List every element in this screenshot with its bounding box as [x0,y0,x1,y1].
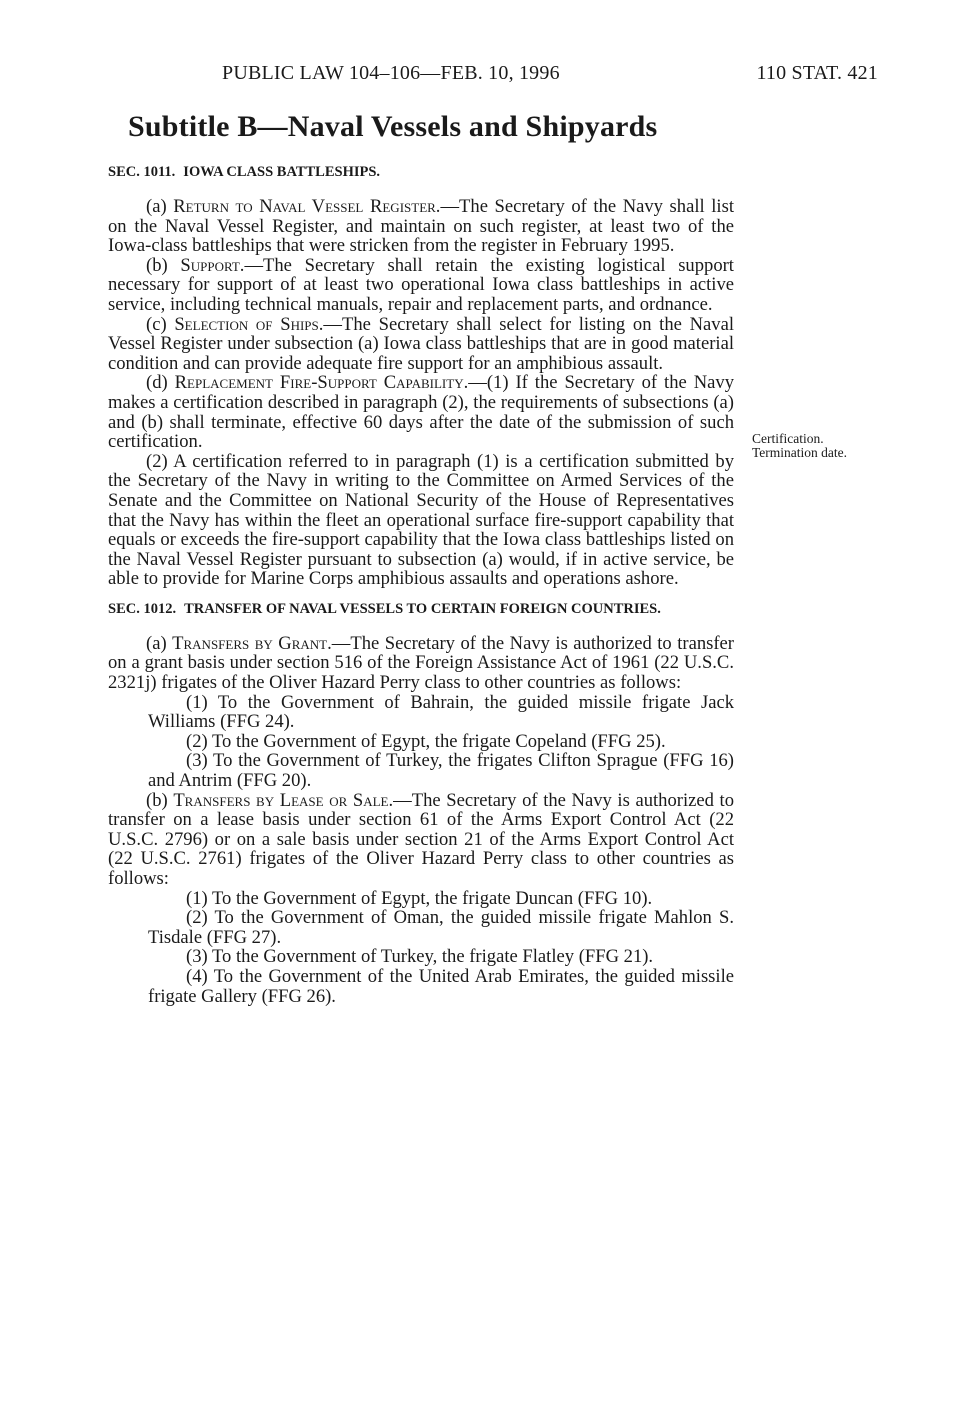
section-1012-heading [108,601,734,618]
subsection-label: (a) [146,632,173,654]
margin-note [752,432,862,460]
margin-note-termination-date: Termination date. [752,445,848,460]
sec1012-b-item: (1) To the Government of Egypt, the frigate Duncan (FFG 10). [186,887,653,909]
sec1012-a-item: (3) To the Government of Turkey, the frigates Clifton Sprague (FFG 16) and Antrim (FFG 20). [148,750,734,792]
subsection-text: —The Secretary shall retain the existing logistical support necessary for support of at least two operational Iowa class battleships in active service, including technical manuals, repair and replacement parts, and ordnance. [108,254,734,315]
subsection-heading: Replacement Fire-Support Capability. [174,372,469,394]
subsection-text: —The Secretary of the Navy shall list on the Naval Vessel Register, and maintain on such register, at least two of the Iowa-class battleships that were stricken from the register in February 1995. [108,196,734,257]
sec1011-subsection-a [108,197,734,256]
subsection-label: (d) [146,372,175,394]
section-number: SEC. 1012. [108,600,177,617]
sec1011-subsection-d-paragraph-2: (2) A certification referred to in paragraph (1) is a certification submitted by the Secretary of the Navy in writing to the Committee on Armed Services of the Senate and the Committee on National Security of the House of Representatives that the Navy has within the fleet an operational surface fire-support capability that equals or exceeds the fire-support capability that the Iowa class battleships listed on the Naval Vessel Register pursuant to subsection (a) would, if in active service, be able to provide for Marine Corps amphibious assaults and operations ashore. [108,450,734,590]
subtitle-heading: Subtitle B—Naval Vessels and Shipyards [128,110,658,143]
sec1012-a-item: (2) To the Government of Egypt, the frigate Copeland (FFG 25). [186,730,666,752]
sec1012-subsection-b [108,791,734,889]
subsection-text: —The Secretary of the Navy is authorized to transfer on a lease basis under section 61 of the Arms Export Control Act (22 U.S.C. 2796) or on a sale basis under section 21 of the Arms Export Control Act (22 U.S.C. 2761) frigates of the Oliver Hazard Perry class to other countries as follows: [108,789,734,889]
subsection-heading: Transfers by Grant. [172,632,332,654]
document-body [108,164,734,1006]
section-title: IOWA CLASS BATTLESHIPS. [183,164,381,180]
header-law-citation: PUBLIC LAW 104–106—FEB. 10, 1996 [222,62,560,84]
subsection-heading: Transfers by Lease or Sale. [173,789,394,811]
section-spacer [108,589,734,601]
section-1011-heading [108,164,734,181]
subsection-text: —(1) If the Secretary of the Navy makes a certification described in paragraph (2), the requirements of subsections (a) and (b) shall terminate, effective 60 days after the date of the submission of such certification. [108,372,734,453]
subsection-text: —The Secretary shall select for listing on the Naval Vessel Register under subsection (a) Iowa class battleships that are in good material condition and can provide adequate fire support for an amphibious assault. [108,313,734,374]
sec1012-subsection-a [108,634,734,693]
section-number: SEC. 1011. [108,164,176,180]
margin-note-certification: Certification. [752,431,824,446]
subsection-text: —The Secretary of the Navy is authorized to transfer on a grant basis under section 516 of the Foreign Assistance Act of 1961 (22 U.S.C. 2321j) frigates of the Oliver Hazard Perry class to other countries as follows: [108,632,734,694]
sec1011-subsection-d [108,373,734,451]
section-title: TRANSFER OF NAVAL VESSELS TO CERTAIN FOREIGN COUNTRIES. [184,600,661,617]
subsection-label: (b) [146,789,174,811]
sec1012-b-item: (2) To the Government of Oman, the guided missile frigate Mahlon S. Tisdale (FFG 27). [148,907,734,948]
subsection-heading: Support. [180,254,245,276]
sec1012-b-item: (4) To the Government of the United Arab Emirates, the guided missile frigate Gallery (FFG 26). [148,965,734,1007]
subsection-heading: Return to Naval Vessel Register. [173,196,441,217]
subsection-heading: Selection of Ships. [174,313,324,335]
sec1012-a-item: (1) To the Government of Bahrain, the guided missile frigate Jack Williams (FFG 24). [148,691,734,733]
header-stat-page: 110 STAT. 421 [756,62,878,84]
subsection-label: (c) [146,313,175,335]
sec1011-subsection-c [108,315,734,374]
subsection-label: (a) [146,196,174,217]
sec1011-subsection-b [108,256,734,315]
sec1012-b-item: (3) To the Government of Turkey, the frigate Flatley (FFG 21). [186,946,654,968]
subsection-label: (b) [146,254,181,276]
